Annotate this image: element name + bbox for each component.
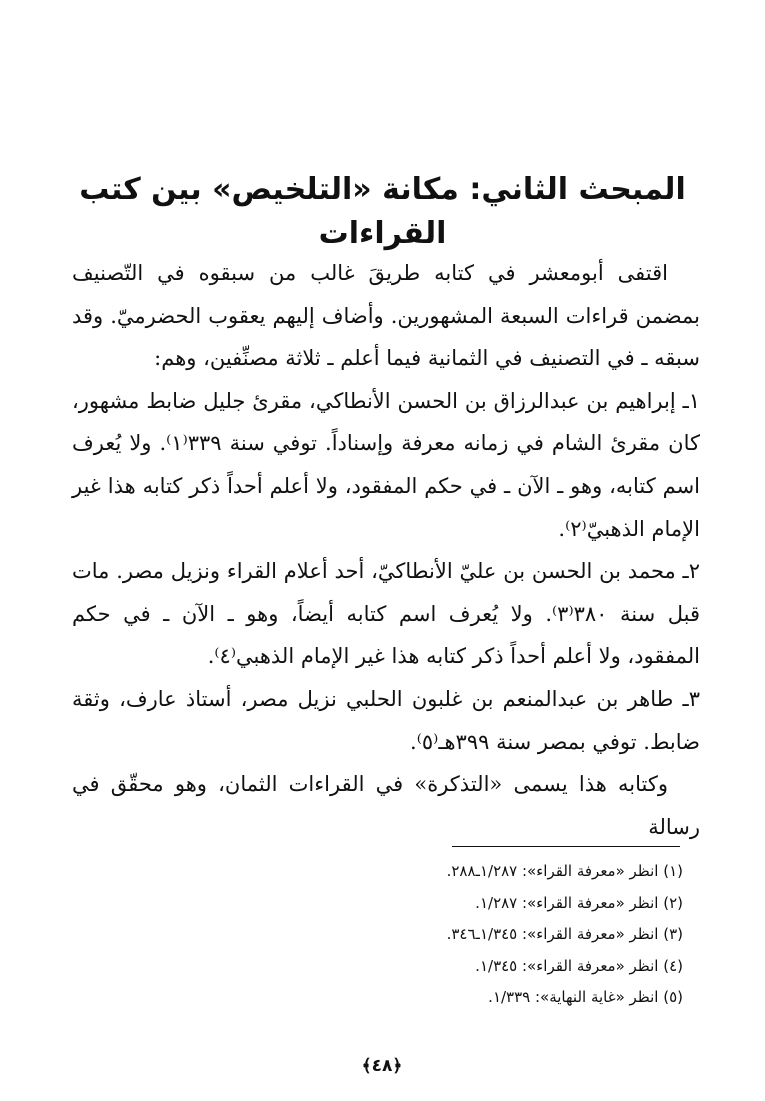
paragraph-item-1: ١ـ إبراهيم بن عبدالرزاق بن الحسن الأنطاكي، مقرئ جليل ضابط مشهور، كان مقرئ الشام في زمانه معرفة وإسناداً. توفي سنة ٣٣٩⁽١⁾. ولا يُعرف اسم كتابه، وهو ـ الآن ـ في حكم المفقود، ولا أعلم أحداً ذكر كتابه هذا غير الإمام الذهبيّ⁽٢⁾. xyxy=(72,388,700,541)
paragraph-item-2: ٢ـ محمد بن الحسن بن عليّ الأنطاكيّ، أحد أعلام القراء ونزيل مصر. مات قبل سنة ٣٨٠⁽٣⁾. ولا يُعرف اسم كتابه أيضاً، وهو ـ الآن ـ في حكم المفقود، ولا أعلم أحداً ذكر كتابه هذا غير الإمام الذهبي⁽٤⁾. xyxy=(72,559,701,669)
footnote-3: (٣) انظر «معرفة القراء»: ١/٣٤٥ـ٣٤٦. xyxy=(446,925,683,943)
footnote-1: (١) انظر «معرفة القراء»: ١/٢٨٧ـ٢٨٨. xyxy=(446,862,683,880)
body-text xyxy=(72,252,700,848)
paragraph-item-3: ٣ـ طاهر بن عبدالمنعم بن غلبون الحلبي نزيل مصر، أستاذ عارف، وثقة ضابط. توفي بمصر سنة ٣٩٩هـ⁽٥⁾. xyxy=(72,686,700,754)
paragraph-intro: اقتفى أبومعشر في كتابه طريقَ غالب من سبقوه في التّصنيف بمضمن قراءات السبعة المشهورين. وأضاف إليهم يعقوب الحضرميّ. وقد سبقه ـ في التصنيف في الثمانية فيما أعلم ـ ثلاثة مصنِّفين، وهم: xyxy=(72,261,700,371)
footnote-4: (٤) انظر «معرفة القراء»: ١/٣٤٥. xyxy=(475,956,683,975)
paragraph-tadhkira: وكتابه هذا يسمى «التذكرة» في القراءات الثمان، وهو محقّق في رسالة xyxy=(72,772,700,839)
footnote-divider xyxy=(452,846,680,847)
section-heading: المبحث الثاني: مكانة «التلخيص» بين كتب القراءات xyxy=(79,172,686,251)
footnote-5: (٥) انظر «غاية النهاية»: ١/٣٣٩. xyxy=(488,988,683,1006)
footnotes xyxy=(263,856,683,1014)
page-number: ﴿٤٨﴾ xyxy=(361,1056,403,1076)
footnote-2: (٢) انظر «معرفة القراء»: ١/٢٨٧. xyxy=(475,893,683,912)
